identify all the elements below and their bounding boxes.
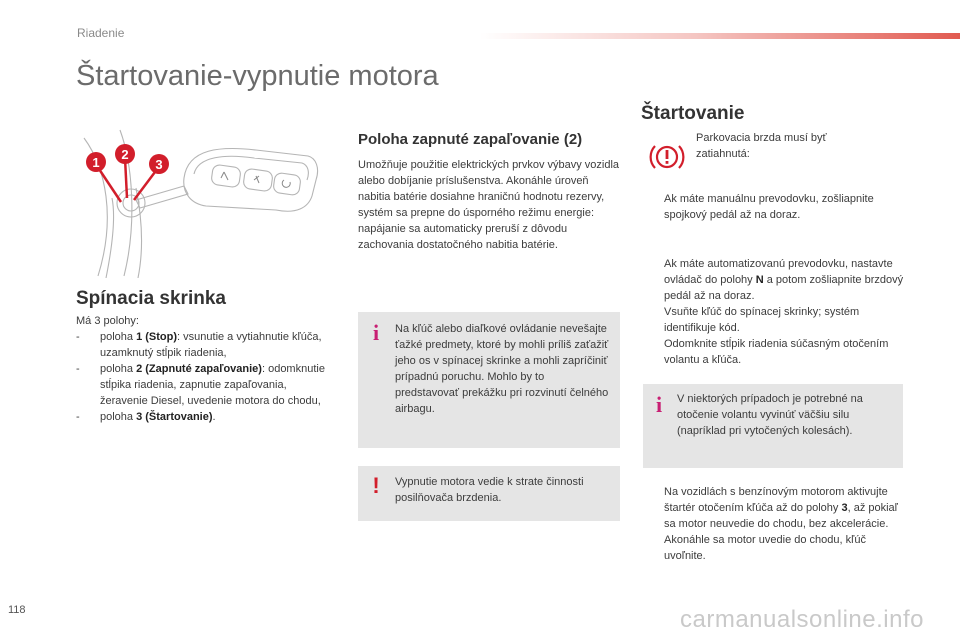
ignition-switch-section <box>76 288 326 425</box>
position-marker-3 <box>149 154 169 174</box>
list-item: - poloha 2 (Zapnuté zapaľovanie): odomknutie stĺpika riadenia, zapnutie zapaľovania, žeravenie Diesel, uvedenie motora do chodu, <box>76 363 325 407</box>
marker-2-label: 2 <box>121 147 129 162</box>
starting-steps-3 <box>643 484 905 564</box>
warning-box-brake-text: Vypnutie motora vedie k strate činnosti posilňovača brzdenia. <box>395 476 584 504</box>
ignition-on-text: Umožňuje použitie elektrických prvkov výbavy vozidla alebo dobíjanie príslušenstva. Akonáhle úroveň nabitia batérie dosiahne hraničnú hodnotu rezervy, systém sa prepne do úsporného režimu energie: napájanie sa automaticky preruší z dôvodu zachovania dostatočného nabitia batérie. <box>358 159 620 251</box>
info-box-steering <box>643 384 903 468</box>
warning-box-brake <box>358 466 620 521</box>
marker-3-label: 3 <box>155 157 163 172</box>
page-title: Štartovanie-vypnutie motora <box>76 60 439 92</box>
ignition-switch-heading: Spínacia skrinka <box>76 288 226 309</box>
list-item: Odomknite stĺpik riadenia súčasným otočením volantu a kľúča. <box>664 338 889 366</box>
parking-brake-warning-icon <box>648 140 686 174</box>
ignition-positions-list <box>76 329 326 425</box>
list-item: Vsuňte kľúč do spínacej skrinky; systém identifikuje kód. <box>664 306 860 334</box>
section-label: Riadenie <box>77 26 125 40</box>
list-item: - poloha 3 (Štartovanie). <box>76 411 216 423</box>
starting-steps-2 <box>643 256 905 368</box>
marker-1-label: 1 <box>92 155 100 170</box>
page-number: 118 <box>8 604 26 616</box>
position-marker-1 <box>86 152 106 172</box>
starting-steps-1 <box>643 191 905 223</box>
list-item: Ak máte automatizovanú prevodovku, nastavte ovládač do polohy N a potom zošliapnite brzdový pedál až na doraz. <box>664 258 904 302</box>
position-marker-2 <box>115 144 135 164</box>
list-item: - poloha 1 (Stop): vsunutie a vytiahnutie kľúča, uzamknutý stĺpik riadenia, <box>76 331 322 359</box>
info-icon: i <box>655 392 663 417</box>
ignition-key-illustration <box>76 128 321 278</box>
header-accent-bar <box>480 33 960 39</box>
info-box-keys-text: Na kľúč alebo diaľkové ovládanie nevešajte ťažké predmety, ktoré by mohli príliš zaťažiť jeho os v spínacej skrinke a mohli zapríčiniť prípadnú poruchu. Mohlo by to predstavovať prekážku pri rozvinutí čelného airbagu. <box>395 323 609 415</box>
info-box-keys <box>358 312 620 448</box>
ignition-on-heading: Poloha zapnuté zapaľovanie (2) <box>358 131 583 148</box>
watermark: carmanualsonline.info <box>680 606 924 633</box>
info-icon: i <box>372 320 380 345</box>
ignition-switch-intro: Má 3 polohy: <box>76 315 139 327</box>
warning-icon: ! <box>372 473 380 498</box>
info-box-steering-text: V niektorých prípadoch je potrebné na otočenie volantu vyvinúť väčšiu silu (napríklad pri vytočených kolesách). <box>677 393 863 437</box>
parking-brake-note: Parkovacia brzda musí byť zatiahnutá: <box>696 132 827 160</box>
ignition-on-section <box>358 131 620 253</box>
list-item: Na vozidlách s benzínovým motorom aktivujte štartér otočením kľúča až do polohy 3, až pokiaľ sa motor neuvedie do chodu, bez akcelerácie. Akonáhle sa motor uvedie do chodu, kľúč uvoľnite. <box>664 486 898 562</box>
list-item: Ak máte manuálnu prevodovku, zošliapnite spojkový pedál až na doraz. <box>664 193 874 221</box>
starting-heading: Štartovanie <box>641 103 745 124</box>
